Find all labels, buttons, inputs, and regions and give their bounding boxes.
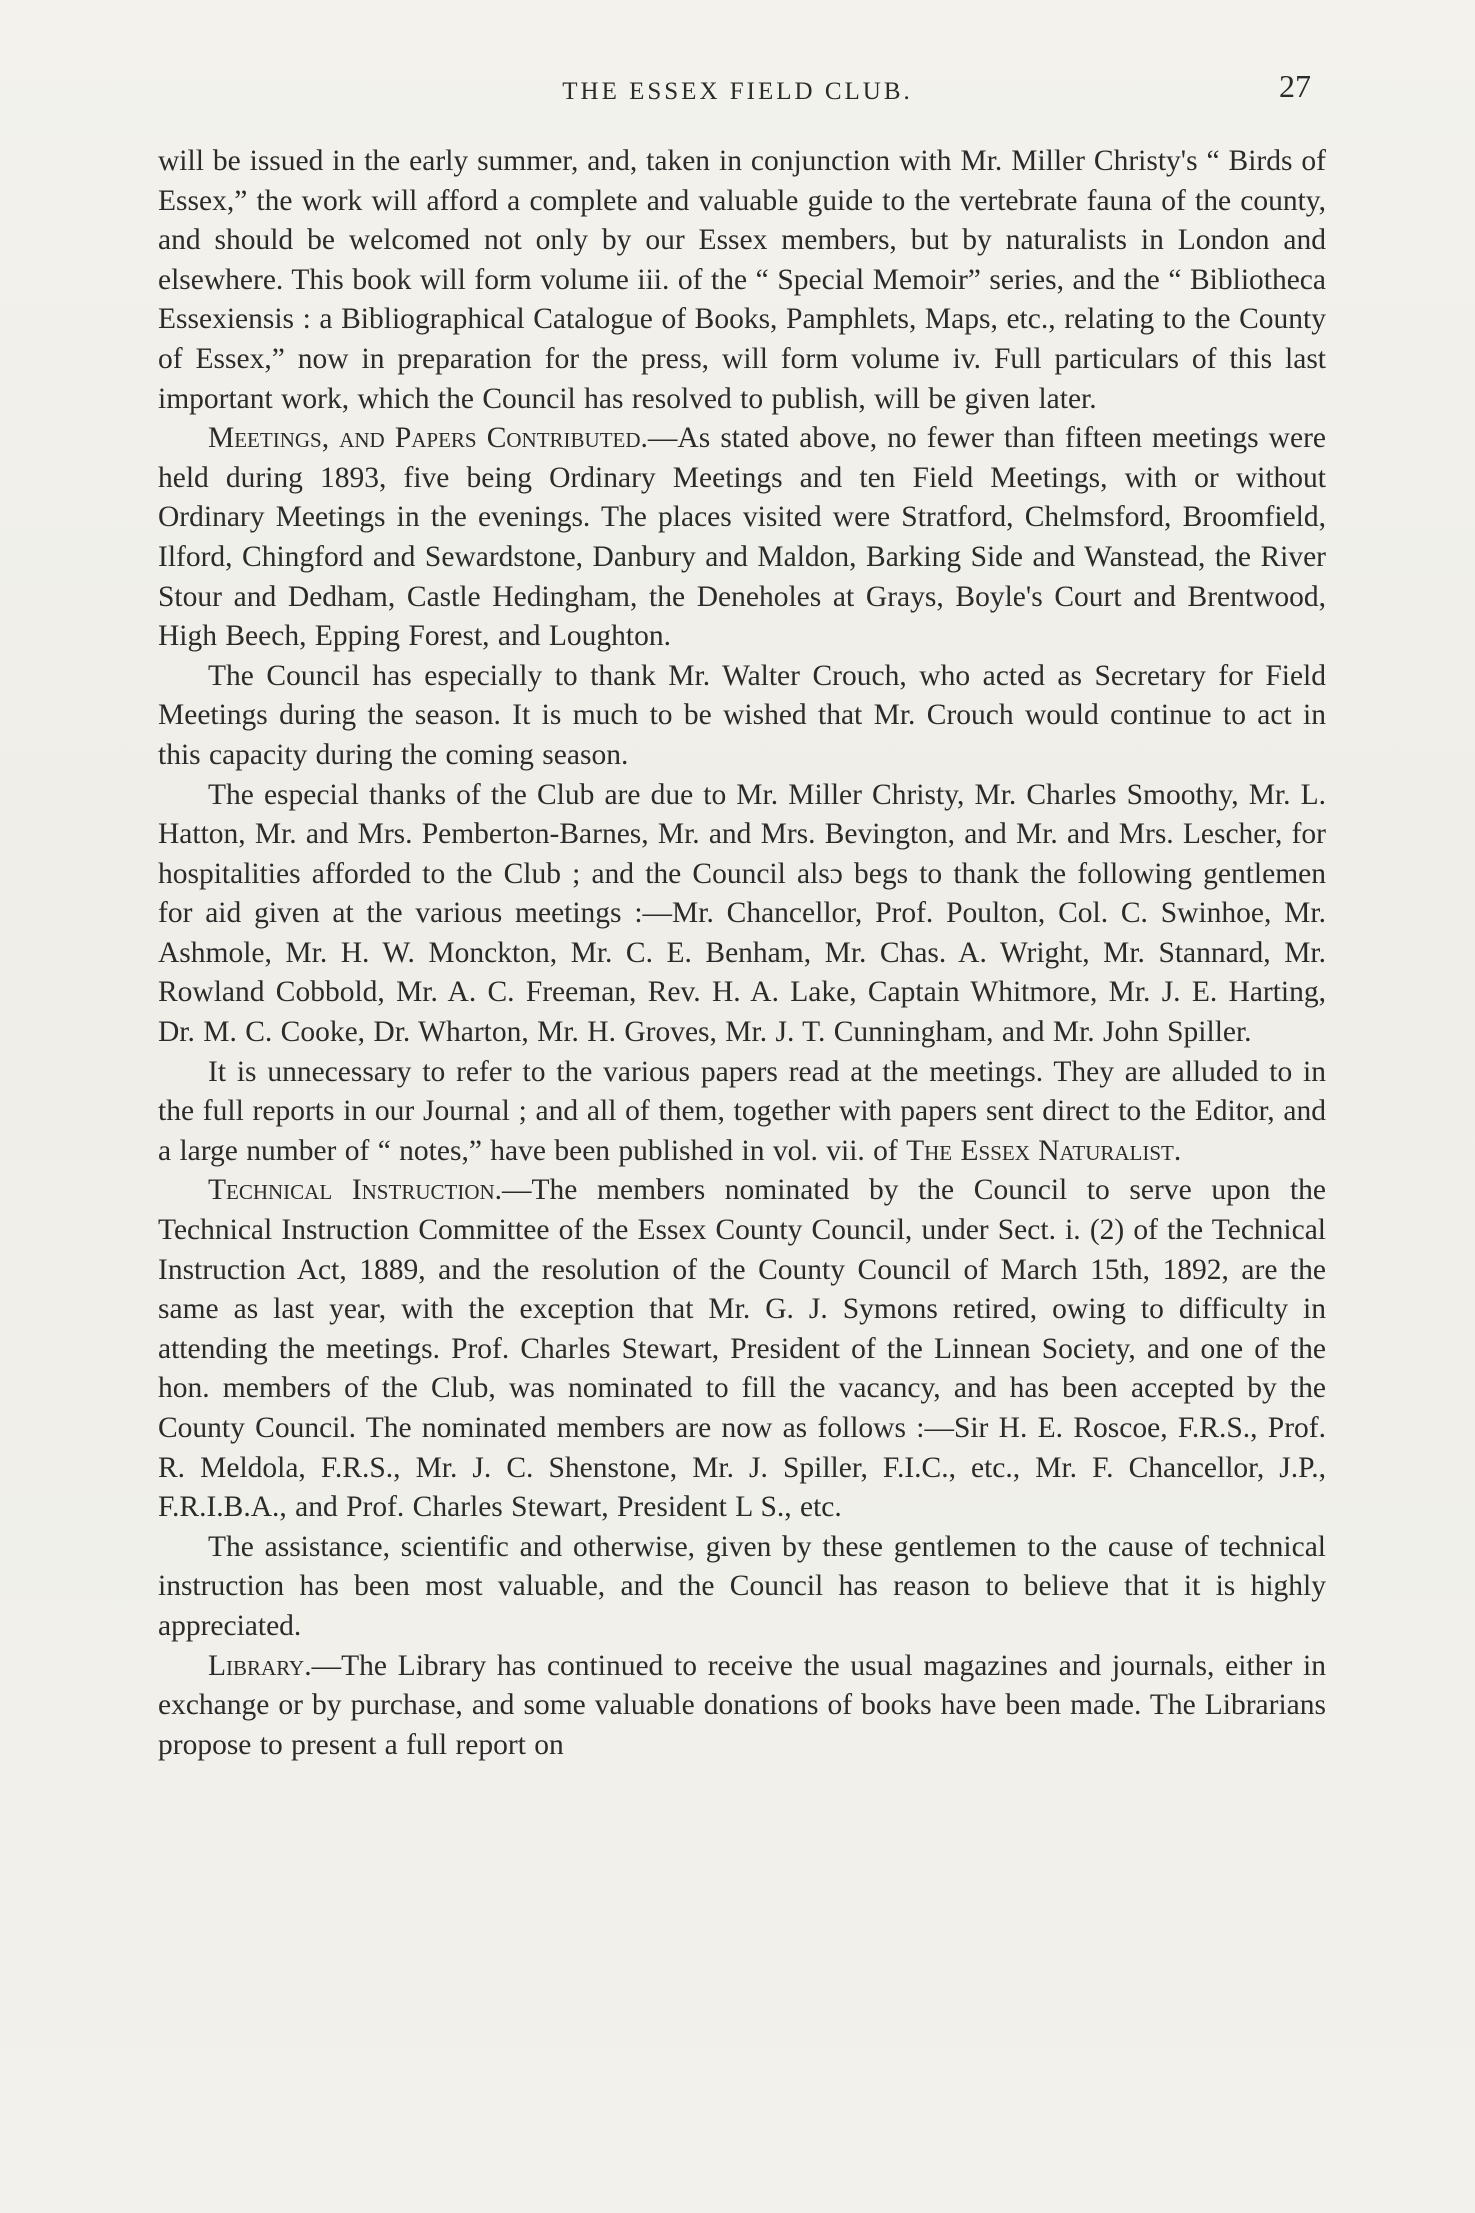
paragraph-text: The especial thanks of the Club are due to Mr. Miller Christy, Mr. Charles Smoothy, Mr. L. Hatton, Mr. and Mrs. Pemberton-Barnes, Mr. and Mrs. Bevington, and Mr. and Mrs. Lescher, for hospitalities afforded to the Club ; and the Council alsɔ begs to thank the following gentlemen for aid given at the various meetings :—Mr. Chancellor, Prof. Poulton, Col. C. Swinhoe, Mr. Ashmole, Mr. H. W. Monckton, Mr. C. E. Benham, Mr. Chas. A. Wright, Mr. Stannard, Mr. Rowland Cobbold, Mr. A. C. Freeman, Rev. H. A. Lake, Captain Whitmore, Mr. J. E. Harting, Dr. M. C. Cooke, Dr. Wharton, Mr. H. Groves, Mr. J. T. Cunningham, and Mr. John Spiller. bbox=[158, 778, 1326, 1049]
paragraph-text: —The members nominated by the Council to serve upon the Technical Instruction Committee of the Essex County Council, under Sect. i. (2) of the Technical Instruction Act, 1889, and the resolution of the County Council of March 15th, 1892, are the same as last year, with the exception that Mr. G. J. Symons retired, owing to difficulty in attending the meetings. Prof. Charles Stewart, President of the Linnean Society, and one of the hon. members of the Club, was nominated to fill the vacancy, and has been accepted by the County Council. The nominated members are now as follows :—Sir H. E. Roscoe, F.R.S., Prof. R. Meldola, F.R.S., Mr. J. C. Shenstone, Mr. J. Spiller, F.I.C., etc., Mr. F. Chancellor, J.P., F.R.I.B.A., and Prof. Charles Stewart, President L S., etc. bbox=[158, 1174, 1326, 1524]
paragraph-thanks-crouch bbox=[158, 657, 1326, 776]
journal-title: The Essex Naturalist bbox=[906, 1134, 1174, 1167]
section-heading-library: Library. bbox=[208, 1649, 312, 1682]
section-heading-meetings: Meetings, and Papers Contributed. bbox=[208, 422, 648, 455]
paragraph-papers bbox=[158, 1053, 1326, 1172]
paragraph-text: It is unnecessary to refer to the various papers read at the meetings. They are alluded to in the full reports in our Journal ; and all of them, together with papers sent direct to the Editor, and a large number of “ notes,” have been published in vol. vii. of bbox=[158, 1055, 1326, 1167]
paragraph-text: —As stated above, no fewer than fifteen meetings were held during 1893, five being Ordinary Meetings and ten Field Meetings, with or without Ordinary Meetings in the evenings. The places visited were Stratford, Chelmsford, Broomfield, Ilford, Chingford and Sewardstone, Danbury and Maldon, Barking Side and Wanstead, the River Stour and Dedham, Castle Hedingham, the Deneholes at Grays, Boyle's Court and Brentwood, High Beech, Epping Forest, and Loughton. bbox=[158, 422, 1326, 653]
paragraph-continued bbox=[158, 142, 1326, 419]
paragraph-assistance bbox=[158, 1528, 1326, 1647]
paragraph-text: will be issued in the early summer, and, taken in conjunction with Mr. Miller Christy's “ Birds of Essex,” the work will afford a complete and valuable guide to the vertebrate fauna of the county, and should be welcomed not only by our Essex members, but by naturalists in London and elsewhere. This book will form volume iii. of the “ Special Memoir” series, and the “ Bibliotheca Essexiensis : a Bibliographical Catalogue of Books, Pamphlets, Maps, etc., relating to the County of Essex,” now in preparation for the press, will form volume iv. Full particulars of this last important work, which the Council has resolved to publish, will be given later. bbox=[158, 145, 1326, 415]
paragraph-meetings bbox=[158, 419, 1326, 657]
paragraph-text: The assistance, scientific and otherwise, given by these gentlemen to the cause of technical instruction has been most valuable, and the Council has reason to believe that it is highly appreciated. bbox=[158, 1530, 1326, 1642]
paragraph-text: —The Library has continued to receive the usual magazines and journals, either in exchange or by purchase, and some valuable donations of books have been made. The Librarians propose to present a full report on bbox=[158, 1649, 1326, 1761]
page-number: 27 bbox=[1279, 68, 1311, 104]
paragraph-text-end: . bbox=[1173, 1134, 1182, 1167]
body-text bbox=[158, 142, 1326, 1765]
paragraph-thanks-club bbox=[158, 776, 1326, 1053]
paragraph-library bbox=[158, 1647, 1326, 1766]
section-heading-technical: Technical Instruction. bbox=[208, 1174, 503, 1207]
paragraph-technical-instruction bbox=[158, 1171, 1326, 1527]
paragraph-text: The Council has especially to thank Mr. Walter Crouch, who acted as Secretary for Field Meetings during the season. It is much to be wished that Mr. Crouch would continue to act in this capacity during the coming season. bbox=[158, 659, 1326, 771]
running-head: THE ESSEX FIELD CLUB. bbox=[562, 78, 913, 105]
